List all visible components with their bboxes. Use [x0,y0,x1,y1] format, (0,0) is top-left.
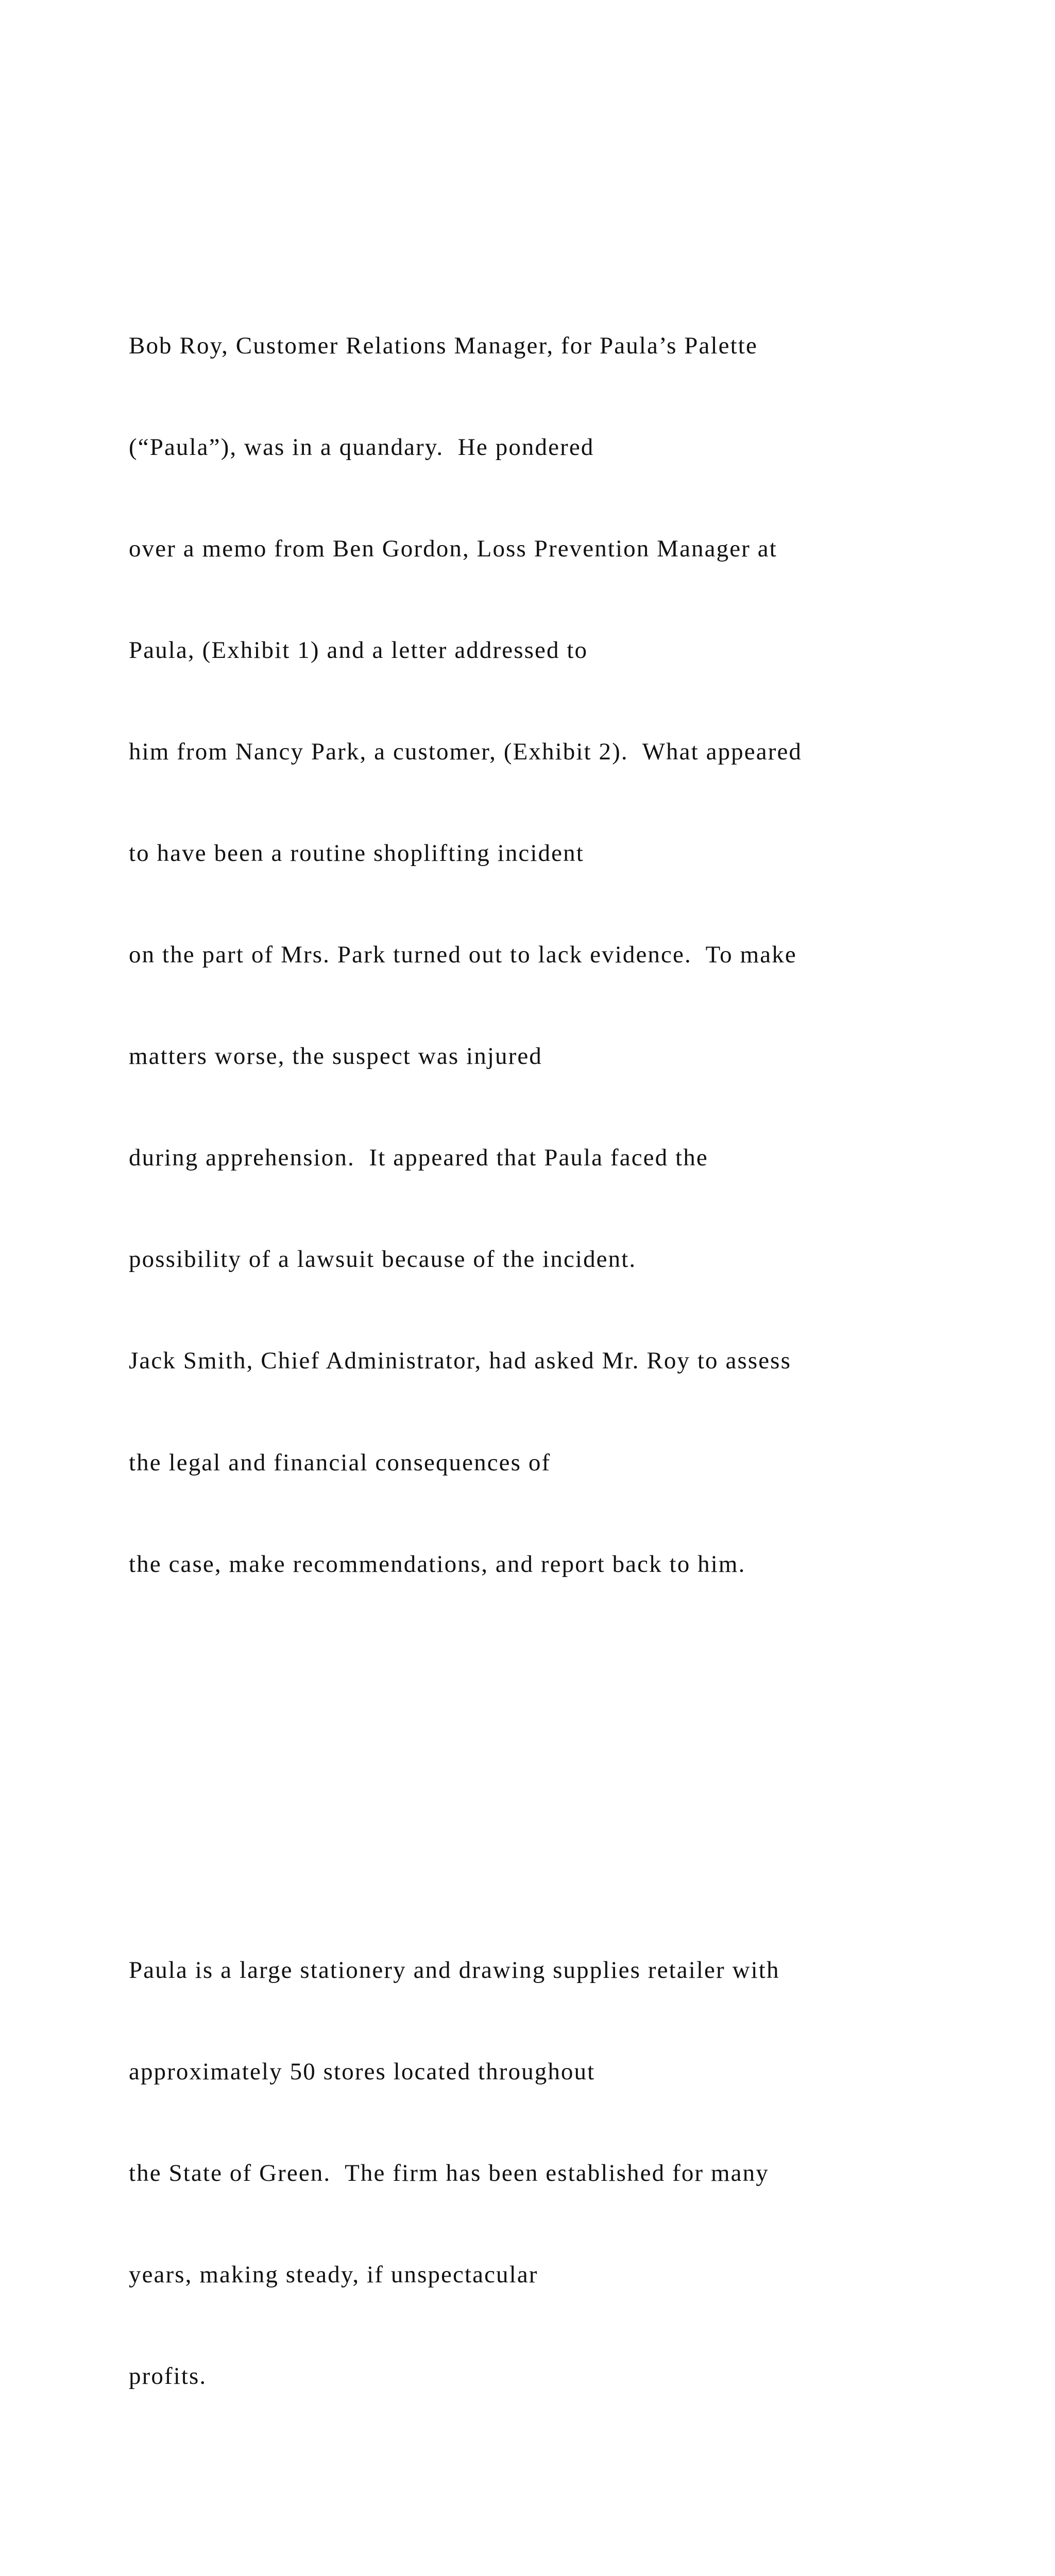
text-line: possibility of a lawsuit because of the incident. [129,1246,637,1273]
text-line: over a memo from Ben Gordon, Loss Prevention Manager at [129,535,777,562]
text-line: the case, make recommendations, and report back to him. [129,1550,746,1578]
text-line: Paula is a large stationery and drawing supplies retailer with [129,1957,780,1984]
text-line: Bob Roy, Customer Relations Manager, for Paula’s Palette [129,332,758,359]
text-line: approximately 50 stores located throughout [129,2058,595,2086]
text-line: years, making steady, if unspectacular [129,2261,538,2289]
text-line: (“Paula”), was in a quandary. He pondered [129,433,594,461]
text-line: the legal and financial consequences of [129,1449,551,1476]
text-line: to have been a routine shoplifting incident [129,839,584,867]
paragraph-spacer [129,1751,1015,1785]
paragraph-spacer [129,2563,1015,2576]
text-line: profits. [129,2363,207,2390]
text-line: the State of Green. The firm has been established for many [129,2160,769,2187]
text-line: during apprehension. It appeared that Paula faced the [129,1144,708,1172]
text-line: matters worse, the suspect was injured [129,1043,542,1070]
text-line: on the part of Mrs. Park turned out to lack evidence. To make [129,941,797,969]
text-line: Jack Smith, Chief Administrator, had asked Mr. Roy to assess [129,1347,791,1375]
intro-paragraph [129,261,1015,1649]
text-line: him from Nancy Park, a customer, (Exhibit 2). What appeared [129,738,803,765]
document-body [129,160,1015,2576]
company-paragraph [129,1886,1015,2462]
text-line: Paula, (Exhibit 1) and a letter addressed to [129,636,588,664]
